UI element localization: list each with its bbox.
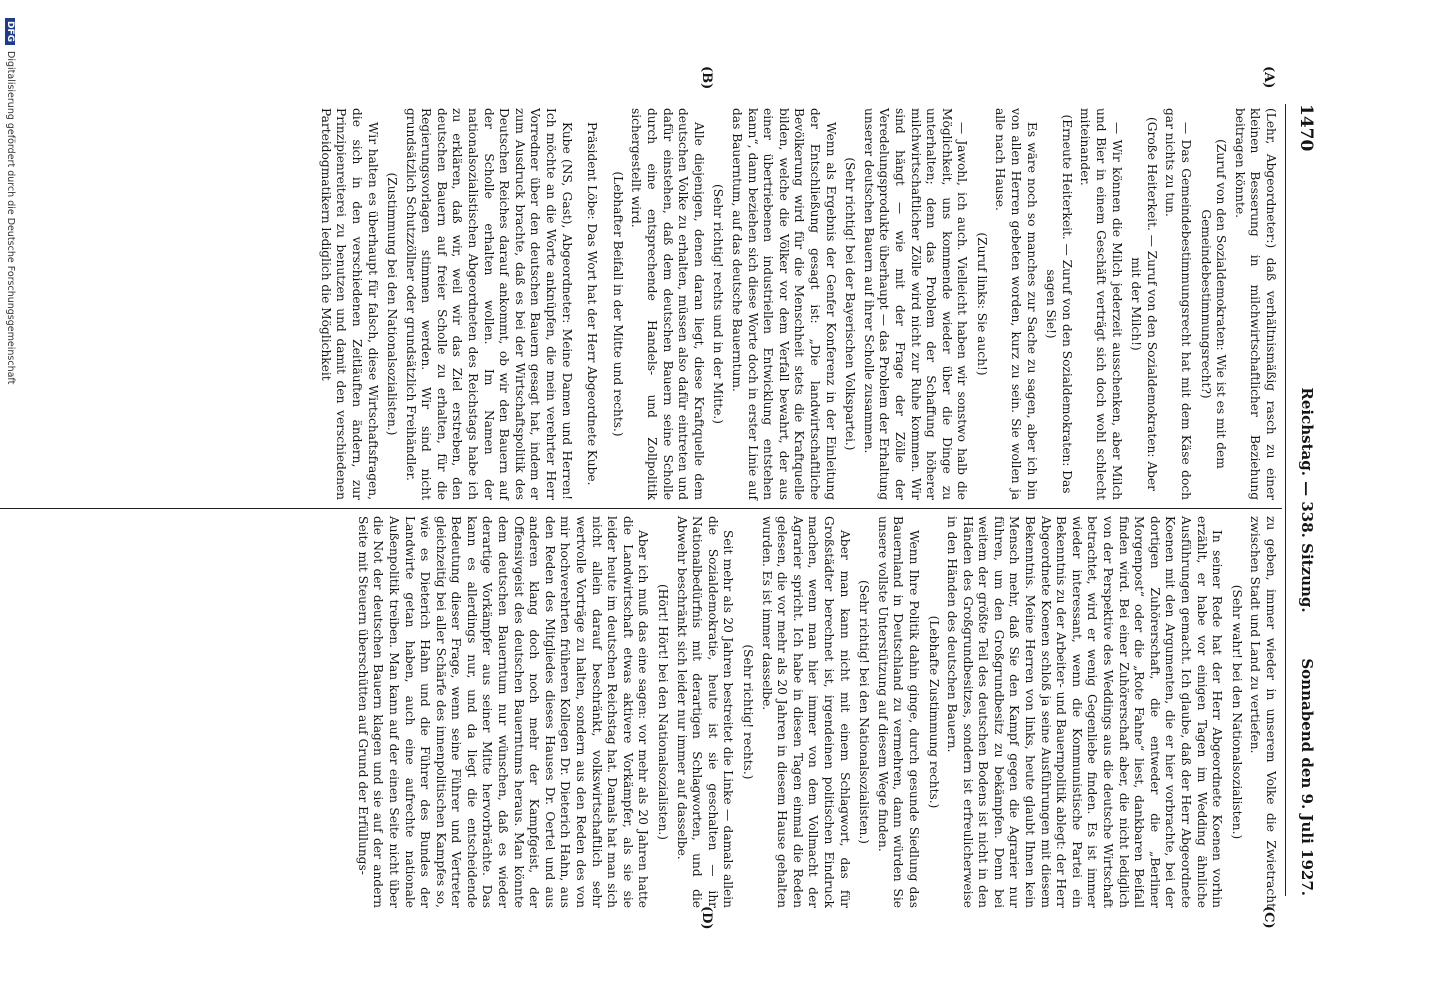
right-column [351, 516, 1278, 908]
paragraph: Kube (NS, Gast), Abgeordneter: Meine Damen und Herren! Ich möchte an die Worte anknüpfen, die mein verehrter Herr Vorredner über den deutschen Bauern gesagt hat, indem er zum Ausdruck brachte, daß es bei der Wirtschaftspolitik des Deutschen Reiches darauf ankommt, ob wir den Bauern auf der Scholle erhalten wollen. Im Namen der nationalsozialistischen Abgeordneten des Reichstags habe ich zu erklären, daß wir, weil wir das Ziel erstreben, den deutschen Bauern auf freier Scholle zu erhalten, für die Regierungsvorlagen stimmen werden. Wir sind nicht grundsätzlich Schutzzöllner oder grundsätzlich Freihändler. [403, 108, 574, 500]
paragraph: Aber ich muß das eine sagen: vor mehr als 20 Jahren hatte die Landwirtschaft etwas aktivere Vorkämpfer, als sie sie leider heute im deutschen Reichstag hat. Damals hat man sich nicht allein darauf beschränkt, volkswirtschaftlich sehr wertvolle Vorträge zu halten, sondern aus den Reden des von mir hochverehrten früheren Kollegen Dr. Dieterich Hahn, aus den Reden des Mitgliedes dieses Hauses Dr. Oertel und aus anderen klang doch noch mehr der Kampfgeist, der Offensivgeist des deutschen Bauerntums heraus. Man könnte dem deutschen Bauerntum nur wünschen, daß es wieder derartige Vorkämpfer aus seiner Mitte hervorbrächte. Das kann es allerdings nur, und da liegt die entscheidende Bedeutung dieser Frage, wenn seine Führer und Vertreter gleichzeitig bei aller Schärfe des innenpolitischen Kampfes so, wie es Dieterich Hahn und die Führer des Bundes der Landwirte getan haben, auch eine aufrechte nationale Außenpolitik treiben. Man kann auf der einen Seite nicht über die Not der deutschen Bauern klagen und sie auf der andern Seite mit Steuern überschütten auf Grund der Erfüllungs- [355, 516, 651, 908]
margin-letter-a: (A) [1261, 66, 1276, 89]
interjection: (Sehr richtig! rechts und in der Mitte.) [711, 183, 726, 425]
paragraph: — Wir können die Milch jederzeit ausschenken, aber Milch und Bier in einem Geschäft verträgt sich doch wohl schlecht miteinander. [1078, 108, 1124, 500]
margin-letter-c: (C) [1261, 906, 1276, 929]
session-date: Sonnabend den 9. Juli 1927. [1298, 658, 1316, 896]
interjection: (Sehr richtig! bei der Bayerischen Volkspartei.) [843, 157, 858, 451]
left-column [314, 108, 1278, 500]
interjection: (Zuruf links: Sie auch!) [974, 232, 989, 376]
page-number: 1470 [1296, 104, 1316, 152]
margin-letter-b: (B) [699, 66, 714, 90]
interjection: (Sehr richtig! bei den Nationalsozialisten.) [857, 579, 872, 845]
paragraph: Alle diejenigen, denen daran liegt, diese Kraftquelle dem deutschen Volke zu erhalten, müssen also dafür eintreten und dafür einstehen, daß dem deutschen Bauern seine Scholle durch eine entsprechende Handels- und Zollpolitik sichergestellt wird. [629, 108, 706, 500]
paragraph: — Jawohl, ich auch. Vielleicht haben wir sonstwo halb die Möglichkeit, uns kommende wieder über die Dinge zu unterhalten; denn das Problem der Schaffung höherer milchwirtschaftlicher Zölle wird nicht zur Ruhe kommen. Wir sind hängt — wie mit der Frage der Zölle der Veredelungsprodukte überhaupt — das Problem der Erhaltung unserer deutschen Bauern auf ihrer Scholle zusammen. [861, 108, 970, 500]
interjection: (Lebhafte Zustimmung rechts.) [926, 615, 941, 809]
paragraph: Aber man kann nicht mit einem Schlagwort, das für Großstädter berechnet ist, irgendeinen politischen Eindruck machen, wenn man hier immer von dem Vollmacht der Agrarier spricht. Ich habe in diesen Tagen einmal die Reden gelesen, die vor mehr als 20 Jahren in diesem Hause gehalten wurden. Es ist immer dasselbe. [759, 516, 852, 908]
page-header [1294, 104, 1334, 896]
header-rule [1285, 104, 1286, 896]
paragraph: zu geben, immer wieder in unserem Volke die Zwietracht zwischen Stadt und Land zu vertiefen. [1248, 516, 1278, 908]
interjection: (Sehr wahr! bei den Nationalsozialisten.) [1229, 584, 1244, 840]
interjection: (Zustimmung bei den Nationalsozialisten.) [385, 172, 400, 436]
paragraph: Wenn Ihre Politik dahin ginge, durch gesunde Siedlung das Bauernland in Deutschland zu vermehren, dann würden Sie unsere vollste Unterstützung auf diesem Wege finden. [875, 516, 921, 908]
interjection: (Erneute Heiterkeit. — Zuruf von den Sozialdemokraten: Das sagen Sie!) [1044, 114, 1074, 494]
interjection: (Zuruf von den Sozialdemokraten: Wie ist es mit dem Gemeindebestimmungsrecht?) [1198, 139, 1229, 469]
paragraph: Seit mehr als 20 Jahren bestreitet die Linke — damals allein die Sozialdemokratie, heute ist sie geschalten — ihr Nationalbedürfnis mit derartigen Schlagworten, und die Abwehr beschränkt sich leider nur immer auf dasselbe. [674, 516, 736, 908]
paragraph: — Das Gemeindebestimmungsrecht hat mit dem Käse doch gar nichts zu tun. [1163, 108, 1194, 500]
paragraph: (Lehr, Abgeordneter:) daß verhältnismäßig rasch zu einer kleinen Besserung in milchwirtschaftlicher Beziehung beitragen könnte. [1232, 108, 1278, 500]
session-title: Reichstag. — 338. Sitzung. [1298, 387, 1316, 613]
column-divider [0, 508, 1282, 509]
paragraph: Wenn als Ergebnis der Genfer Konferenz in der Einleitung der Entschließung gesagt ist: „Die landwirtschaftliche Bevölkerung wird für die Menschheit stets die Kraftquelle bilden, welche die Völker vor dem Verfall bewahrt, der aus einer übertriebenen industriellen Entwicklung entstehen kann“, dann beziehen sich diese Worte doch in erster Linie auf das Bauerntum, auf das deutsche Bauerntum. [730, 108, 838, 500]
paragraph: Es wäre noch so manches zur Sache zu sagen, aber ich bin von allen Herren gebeten worden, kurz zu sein. Sie wollen ja alle nach Hause. [993, 108, 1039, 500]
interjection: (Große Heiterkeit. — Zuruf von den Sozialdemokraten: Aber mit der Milch!) [1129, 117, 1159, 491]
credit-text: Digitalisierung gefördert durch die Deutsche Forschungsgemeinschaft [5, 51, 16, 385]
paragraph: In seiner Rede hat der Herr Abgeordnete Koenen vorhin erzählt, er habe vor einigen Tagen im Wedding ähnliche Ausführungen gemacht. Ich glaube, daß der Herr Abgeordnete Koenen mit den Argumenten, die er hier vorbrachte, bei der dortigen Zuhörerschaft, die entweder die „Berliner Morgenpost“ oder die „Rote Fahne“ liest, dankbaren Beifall finden wird. Bei einer Zuhörerschaft aber, die nicht lediglich von der Perspektive des Weddings aus die deutsche Wirtschaft betrachtet, wird er wenig Gegenliebe finden. Es ist immer wieder interessant, wenn die Kommunistische Partei ein Bekenntnis zu der Arbeiter- und Bauernpolitik ablegt: der Herr Abgeordnete Koenen schloß ja seine Ausführungen mit diesem Bekenntnis. Meine Herren von links, heute glaubt Ihnen kein Mensch mehr, daß Sie den Kampf gegen die Agrarier nur führen, um den Großgrundbesitz zu bekämpfen. Denn bei weitem der größte Teil des deutschen Bodens ist nicht in den Händen des Großgrundbesitzes, sondern ist erfreulicherweise in den Händen des deutschen Bauern. [945, 516, 1225, 908]
interjection: (Sehr richtig! rechts.) [741, 644, 755, 780]
interjection: (Lebhafter Beifall in der Mitte und rechts.) [610, 171, 625, 437]
dfg-logo: DFG [5, 18, 15, 45]
speaker-announcement: Präsident Löbe: Das Wort hat der Herr Abgeordnete Kube. [585, 122, 600, 486]
interjection: (Hört! Hört! bei den Nationalsozialisten.) [656, 583, 671, 841]
margin-letter-d: (D) [699, 906, 714, 930]
paragraph: Wir halten es überhaupt für falsch, diese Wirtschaftsfragen, die sich in den verschiedenen Zeitläuften ändern, zur Prinzipienreiterei zu benutzen und damit den verschiedenen Parteidogmatikern lediglich die Möglichkeit [318, 108, 380, 500]
digitization-credit [5, 18, 16, 998]
